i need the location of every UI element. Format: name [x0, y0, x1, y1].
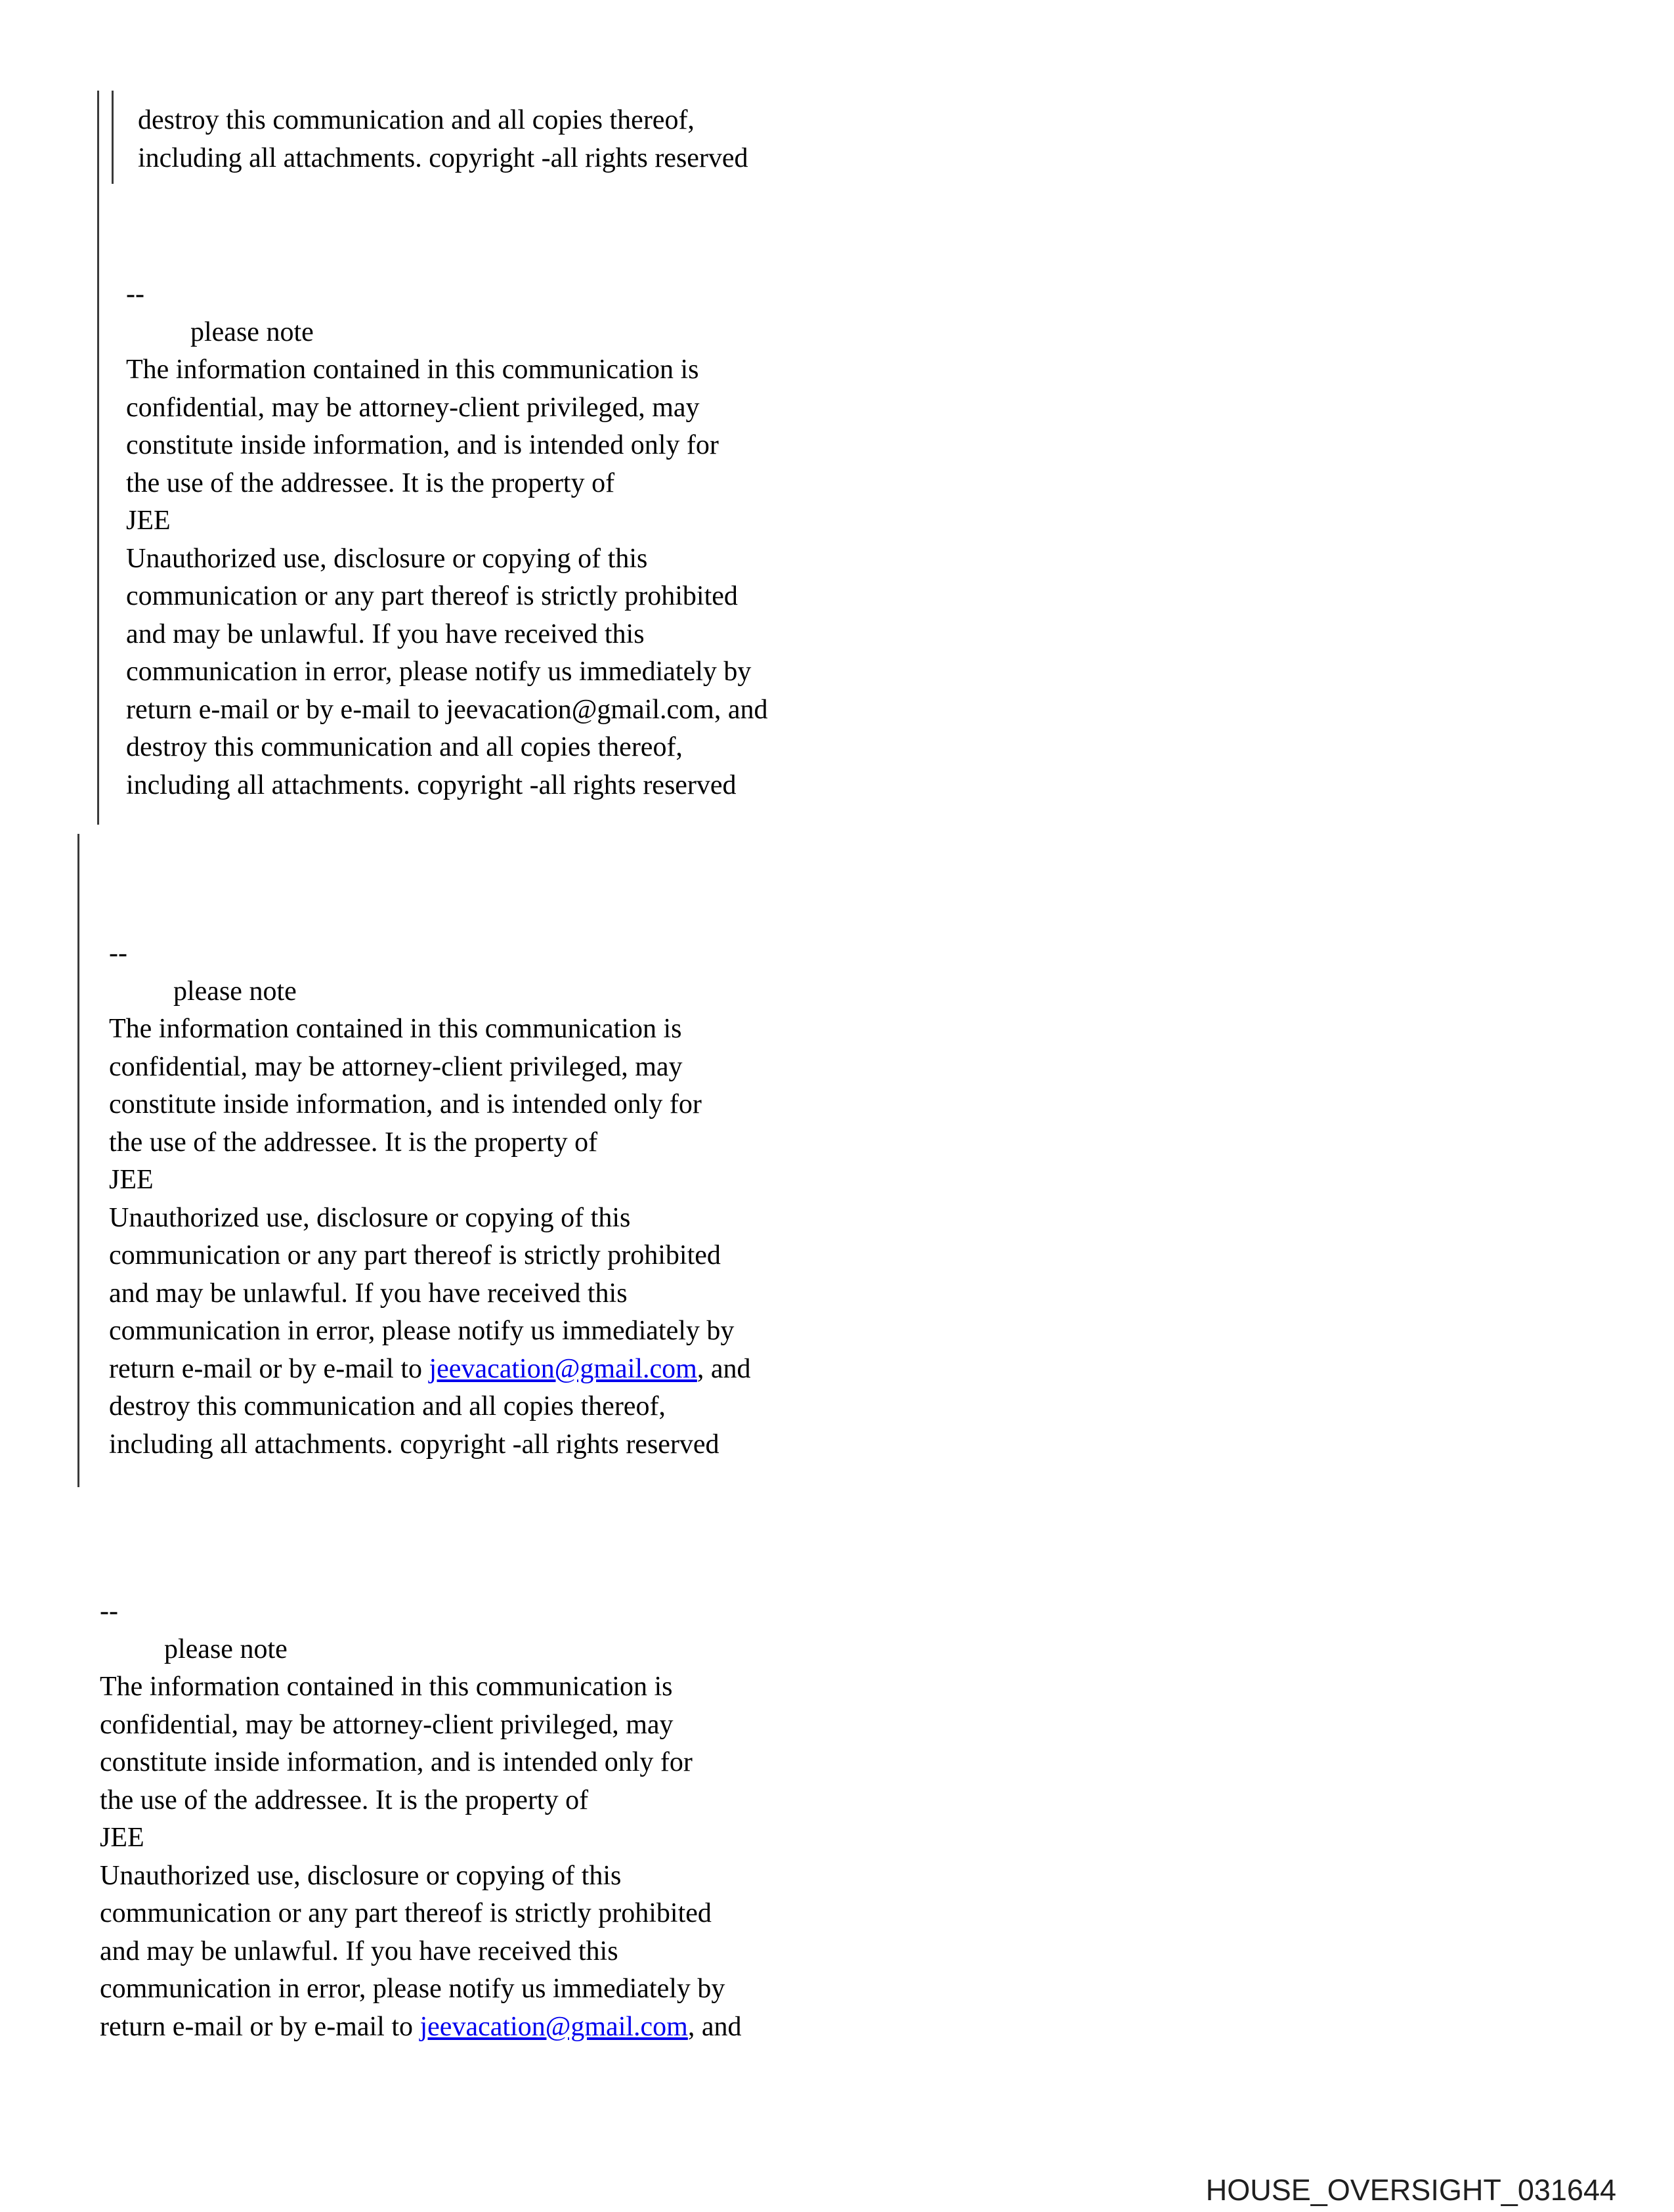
email-link[interactable]: jeevacation@gmail.com	[429, 1353, 697, 1384]
text-span: , and	[687, 2011, 742, 2042]
quote-bar-outer	[97, 91, 99, 825]
text-line: destroy this communication and all copies thereof,	[126, 732, 683, 762]
text-line: JEE	[100, 1823, 144, 1853]
text-line: constitute inside information, and is intended only for	[126, 430, 719, 460]
text-line: Unauthorized use, disclosure or copying of this	[126, 543, 648, 574]
text-line: constitute inside information, and is intended only for	[100, 1747, 693, 1777]
text-line: communication in error, please notify us immediately by	[126, 657, 752, 687]
disclaimer-block-3	[100, 1593, 742, 2046]
text-line: including all attachments. copyright -all rights reserved	[138, 142, 748, 173]
disclaimer-block-2	[109, 935, 751, 1464]
please-note-label: please note	[173, 976, 297, 1007]
text-line: including all attachments. copyright -all rights reserved	[109, 1429, 719, 1460]
please-note-label: please note	[164, 1634, 288, 1664]
text-line: constitute inside information, and is intended only for	[109, 1089, 702, 1119]
disclaimer-block-1	[126, 276, 767, 804]
signature-dashes: --	[100, 1596, 118, 1626]
text-span: return e-mail or by e-mail to	[100, 2011, 420, 2042]
text-line: and may be unlawful. If you have received this	[126, 618, 645, 649]
text-line: and may be unlawful. If you have received this	[100, 1936, 618, 1966]
text-line: destroy this communication and all copies thereof,	[138, 105, 695, 135]
text-line: communication in error, please notify us immediately by	[109, 1316, 735, 1346]
text-line: Unauthorized use, disclosure or copying of this	[109, 1202, 631, 1233]
signature-dashes: --	[109, 938, 127, 968]
text-span: return e-mail or by e-mail to	[109, 1353, 429, 1384]
text-line: communication or any part thereof is strictly prohibited	[126, 581, 738, 611]
text-span: , and	[697, 1353, 751, 1384]
quote-bar-inner	[112, 91, 114, 184]
please-note-label: please note	[190, 316, 314, 347]
bates-stamp: HOUSE_OVERSIGHT_031644	[1205, 2173, 1616, 2207]
text-line: The information contained in this communication is	[100, 1672, 673, 1702]
text-line: and may be unlawful. If you have received this	[109, 1278, 628, 1309]
disclaimer-fragment-top	[138, 102, 748, 177]
text-line: the use of the addressee. It is the property of	[100, 1785, 589, 1815]
text-line: communication in error, please notify us immediately by	[100, 1974, 725, 2004]
text-line: communication or any part thereof is strictly prohibited	[100, 1898, 712, 1928]
email-line	[100, 2008, 742, 2047]
text-line: confidential, may be attorney-client privileged, may	[109, 1051, 683, 1082]
text-line: confidential, may be attorney-client privileged, may	[126, 392, 700, 423]
quote-bar-middle	[77, 834, 79, 1487]
text-line: JEE	[126, 506, 171, 536]
email-line-plain: return e-mail or by e-mail to jeevacation@gmail.com, and	[126, 694, 768, 725]
email-line	[109, 1351, 751, 1389]
text-line: JEE	[109, 1165, 154, 1195]
text-line: The information contained in this communication is	[126, 355, 699, 385]
text-line: The information contained in this communication is	[109, 1014, 682, 1044]
text-line: destroy this communication and all copies thereof,	[109, 1391, 666, 1421]
text-line: the use of the addressee. It is the property of	[109, 1127, 598, 1158]
signature-dashes: --	[126, 279, 144, 309]
text-line: including all attachments. copyright -all rights reserved	[126, 770, 737, 800]
text-line: the use of the addressee. It is the property of	[126, 467, 615, 498]
text-line: confidential, may be attorney-client privileged, may	[100, 1709, 674, 1740]
text-line: Unauthorized use, disclosure or copying of this	[100, 1860, 622, 1891]
email-link[interactable]: jeevacation@gmail.com	[419, 2011, 688, 2042]
text-line: communication or any part thereof is strictly prohibited	[109, 1240, 721, 1270]
